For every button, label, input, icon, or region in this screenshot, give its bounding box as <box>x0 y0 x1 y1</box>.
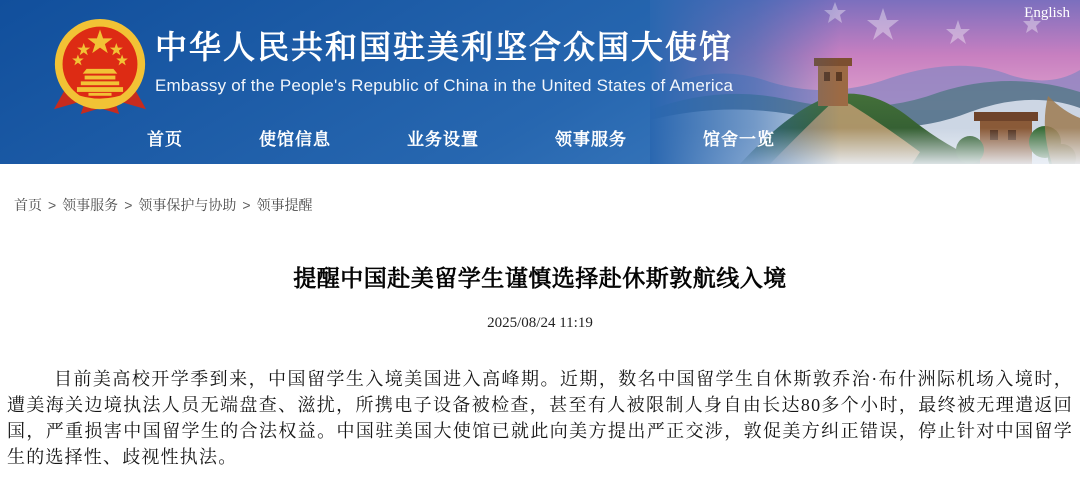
brand-block <box>52 14 733 118</box>
site-header <box>0 0 1080 164</box>
site-title-zh: 中华人民共和国驻美利坚合众国大使馆 <box>155 29 734 65</box>
breadcrumb-separator: > <box>48 197 57 213</box>
language-switch-link[interactable]: English <box>1024 5 1070 21</box>
breadcrumb-consular-services[interactable]: 领事服务 <box>62 197 119 213</box>
breadcrumb-separator: > <box>124 197 133 213</box>
main-nav <box>147 125 775 150</box>
nav-item-buildings-overview[interactable]: 馆舍一览 <box>703 130 775 149</box>
nav-item-embassy-info[interactable]: 使馆信息 <box>259 130 331 149</box>
breadcrumb <box>14 195 1080 215</box>
breadcrumb-separator: > <box>242 197 251 213</box>
nav-item-home[interactable]: 首页 <box>147 130 183 149</box>
article <box>0 260 1080 470</box>
article-title: 提醒中国赴美留学生谨慎选择赴休斯敦航线入境 <box>293 265 787 291</box>
nav-item-services-setup[interactable]: 业务设置 <box>407 130 479 149</box>
site-title-en: Embassy of the People's Republic of China in the United States of America <box>155 76 734 95</box>
article-paragraph: 目前美高校开学季到来，中国留学生入境美国进入高峰期。近期，数名中国留学生自休斯敦乔治·布什洲际机场入境时，遭美海关边境执法人员无端盘查、滋扰，所携电子设备被检查，甚至有人被限制人身自由长达80多个小时，最终被无理遣返回国，严重损害中国留学生的合法权益。中国驻美国大使馆已就此向美方提出严正交涉，敦促美方纠正错误，停止针对中国留学生的选择性、歧视性执法。 <box>7 369 1073 467</box>
article-date: 2025/08/24 11:19 <box>487 315 593 331</box>
nav-item-consular-services[interactable]: 领事服务 <box>555 130 627 149</box>
breadcrumb-home[interactable]: 首页 <box>14 197 42 213</box>
breadcrumb-consular-reminder[interactable]: 领事提醒 <box>256 197 313 213</box>
national-emblem-icon <box>52 14 148 118</box>
breadcrumb-consular-protection[interactable]: 领事保护与协助 <box>138 197 237 213</box>
